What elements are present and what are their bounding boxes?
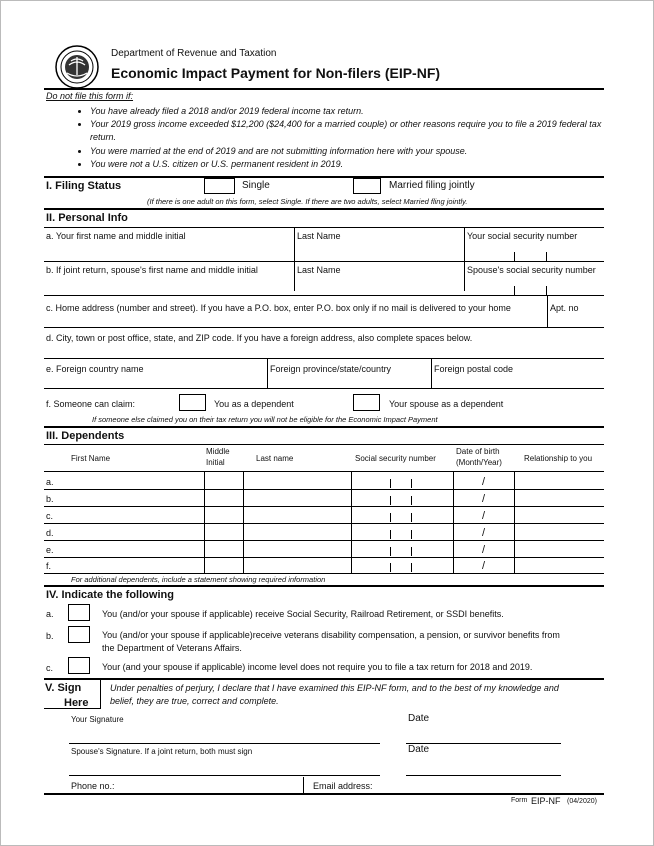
dependent-row-label: c. <box>46 511 54 521</box>
single-label: Single <box>242 180 270 191</box>
dependent-spouse-checkbox[interactable] <box>353 394 380 411</box>
phone-field[interactable]: Phone no.: <box>71 781 115 791</box>
date-label-1: Date <box>408 713 430 724</box>
col-dob: Date of birth <box>456 447 500 456</box>
spouse-last-name-field[interactable]: Last Name <box>297 265 341 275</box>
col-relationship: Relationship to you <box>524 454 593 463</box>
government-seal-icon <box>55 45 99 89</box>
dependent-row-label: a. <box>46 477 54 487</box>
indicate-c-letter: c. <box>46 663 54 673</box>
home-address-field[interactable]: c. Home address (number and street). If you have a P.O. box, enter P.O. box only if no mail is delivered to your home <box>46 303 511 313</box>
foreign-country-field[interactable]: e. Foreign country name <box>46 364 144 374</box>
spouse-ssn-field[interactable]: Spouse's social security number <box>467 265 596 275</box>
form-prefix: Form <box>511 797 528 804</box>
col-dob-format: (Month/Year) <box>456 458 502 467</box>
indicate-heading: IV. Indicate the following <box>46 589 174 601</box>
dependents-heading: III. Dependents <box>46 430 125 442</box>
intro-heading: Do not file this form if: <box>46 91 134 101</box>
social-security-checkbox[interactable] <box>68 604 90 621</box>
header-rule <box>44 88 604 90</box>
married-label: Married filing jointly <box>389 180 475 191</box>
col-ssn: Social security number <box>355 454 436 463</box>
spouse-signature-label: Spouse's Signature. If a joint return, both must sign <box>71 747 253 756</box>
col-initial: Initial <box>206 458 225 467</box>
email-field[interactable]: Email address: <box>313 781 373 791</box>
claim-note: If someone else claimed you on their tax return you will not be eligible for the Economic Impact Payment <box>92 415 438 424</box>
intro-bullet: • You have already filed a 2018 and/or 2019 federal income tax return. <box>90 105 615 118</box>
dependent-row-label: d. <box>46 528 54 538</box>
intro-bullet: • Your 2019 gross income exceeded $12,200 ($24,400 for a married couple) or other reasons require you to file a 2019 federal tax return. <box>90 118 615 144</box>
dependent-spouse-label: Your spouse as a dependent <box>389 399 504 409</box>
dependent-you-checkbox[interactable] <box>179 394 206 411</box>
intro-bullets <box>76 105 615 171</box>
veterans-text-1: You (and/or your spouse if applicable)receive veterans disability compensation, a pension, or survivor benefits from <box>102 630 560 640</box>
dependent-row-label: e. <box>46 545 54 555</box>
form-revision: (04/2020) <box>567 798 597 805</box>
income-level-text: Your (and your spouse if applicable) income level does not require you to file a tax return for 2018 and 2019. <box>102 662 533 672</box>
perjury-text-2: belief, they are true, correct and complete. <box>110 696 279 706</box>
sign-heading: V. Sign <box>45 682 82 694</box>
ssn-field[interactable]: Your social security number <box>467 231 578 241</box>
form-page: Department of Revenue and Taxation Economic Impact Payment for Non-filers (EIP-NF) Do not file this form if: • You have already filed a 2018 and/or 2019 federal income tax return. • Your 2019 gross income exceeded $12,200 ($24,400 for a married couple) or other reasons require you to file a 2019 federal tax return. • You were married at the end of 2019 and are not submitting information here with your spouse. • You were not a U.S. citizen or U.S. permanent resident in 2019. I. Filing Status Single Married filing jointly (If there is one adult on this form, select Single. If there are two adults, select Married fling jointly. II. Personal Info a. Your first name and middle initial Last Name Your social security number b. If joint return, spouse's first name and middle initial Last Name Spouse's social security number c. Home address (number and street). If you have a P.O. box, enter P.O. box only if no mail is delivered to your home Apt. no d. City, town or post office, state, and ZIP code. If you have a foreign address, also complete spaces below. e. Foreign country name Foreign province/state/country Foreign postal code f. Someone can claim: You as a dependent Your spouse as a dependent If someone else claimed you on their tax return you will not be eligible for the Economic Impact Payment III. Dependents First Name Middle Initial Last name Social security number Date of birth (Month/Year) Relationship to you a. / b. / c. / d. / e. / f. / For additional dependents, include a statement showing required information IV. Indicate the following a. You (and/or your spouse if applicable) receive Social Security, Railroad Retirement, or SSDI benefits. b. You (and/or your spouse if applicable)receive veterans disability compensation, a pension, or survivor benefits from the Department of Veterans Affairs. c. Your (and your spouse if applicable) income level does not require you to file a tax return for 2018 and 2019. V. Sign Here Under penalties of perjury, I declare that I have examined this EIP-NF form, and to the best of my knowledge and belief, they are true, correct and complete. Your Signature Date Spouse's Signature. If a joint return, both must sign Date Phone no.: Email address: Form EIP-NF (04/2020) <box>0 0 654 846</box>
income-level-checkbox[interactable] <box>68 657 90 674</box>
department-name: Department of Revenue and Taxation <box>111 48 277 59</box>
spouse-signature-line[interactable] <box>69 775 380 776</box>
social-security-text: You (and/or your spouse if applicable) receive Social Security, Railroad Retirement, or SSDI benefits. <box>102 609 504 619</box>
veterans-text-2: the Department of Veterans Affairs. <box>102 643 242 653</box>
date-line-1[interactable] <box>406 743 561 744</box>
sign-heading-here: Here <box>64 697 89 709</box>
someone-can-claim-label: f. Someone can claim: <box>46 399 136 409</box>
last-name-field[interactable]: Last Name <box>297 231 341 241</box>
personal-info-heading: II. Personal Info <box>46 212 128 224</box>
city-field[interactable]: d. City, town or post office, state, and ZIP code. If you have a foreign address, also complete spaces below. <box>46 333 473 343</box>
dependent-row-label: b. <box>46 494 54 504</box>
col-last-name: Last name <box>256 454 294 463</box>
dependent-row-label: f. <box>46 561 52 571</box>
form-title: Economic Impact Payment for Non-filers (EIP-NF) <box>111 65 441 81</box>
foreign-postal-field[interactable]: Foreign postal code <box>434 364 514 374</box>
intro-bullet: • You were not a U.S. citizen or U.S. permanent resident in 2019. <box>90 158 615 171</box>
single-checkbox[interactable] <box>204 178 235 194</box>
col-first-name: First Name <box>71 454 111 463</box>
indicate-a-letter: a. <box>46 609 54 619</box>
veterans-checkbox[interactable] <box>68 626 90 643</box>
date-label-2: Date <box>408 744 430 755</box>
filing-status-heading: I. Filing Status <box>46 180 122 192</box>
spouse-first-name-field[interactable]: b. If joint return, spouse's first name and middle initial <box>46 265 258 275</box>
perjury-text-1: Under penalties of perjury, I declare that I have examined this EIP-NF form, and to the best of my knowledge and <box>110 683 559 693</box>
first-name-field[interactable]: a. Your first name and middle initial <box>46 231 186 241</box>
filing-status-note: (If there is one adult on this form, select Single. If there are two adults, select Married fling jointly. <box>147 197 468 206</box>
col-middle: Middle <box>206 447 230 456</box>
apt-no-field[interactable]: Apt. no <box>550 303 579 313</box>
foreign-province-field[interactable]: Foreign province/state/country <box>270 364 392 374</box>
your-signature-line[interactable] <box>69 743 380 744</box>
date-line-2[interactable] <box>406 775 561 776</box>
dependents-note: For additional dependents, include a statement showing required information <box>71 575 326 584</box>
married-checkbox[interactable] <box>353 178 381 194</box>
dependent-you-label: You as a dependent <box>214 399 294 409</box>
form-id: EIP-NF <box>531 796 561 806</box>
your-signature-label: Your Signature <box>71 715 124 724</box>
indicate-b-letter: b. <box>46 631 54 641</box>
intro-bullet: • You were married at the end of 2019 and are not submitting information here with your spouse. <box>90 145 615 158</box>
